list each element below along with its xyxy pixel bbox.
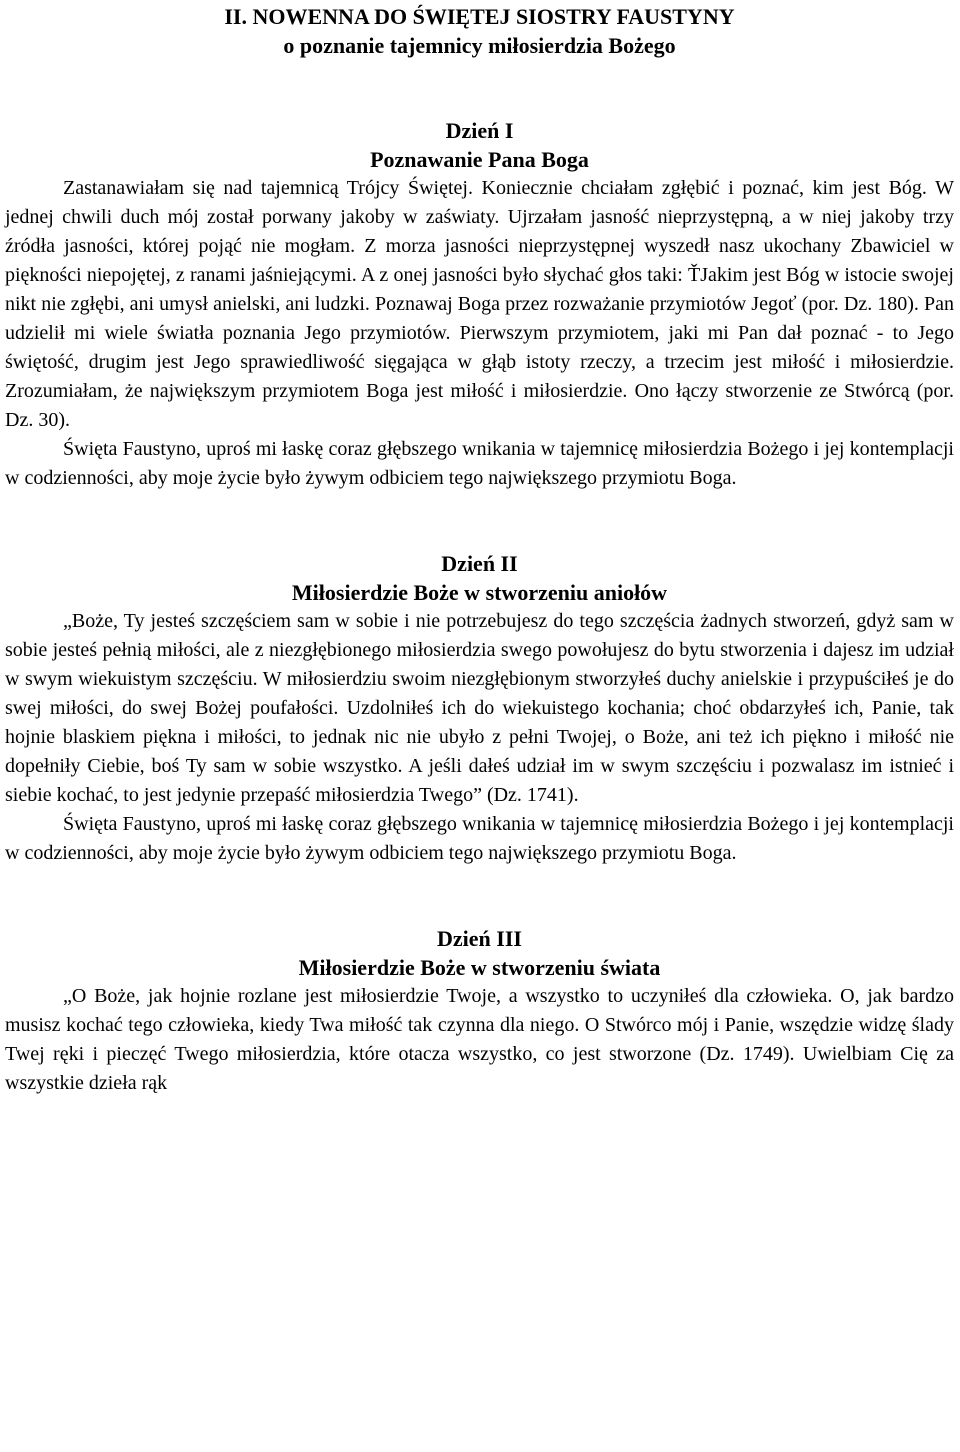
document-title — [5, 0, 954, 60]
day-section-2 — [5, 549, 954, 868]
title-line-2: o poznanie tajemnicy miłosierdzia Bożego — [283, 33, 676, 58]
day-prayer: Święta Faustyno, uproś mi łaskę coraz głębszego wnikania w tajemnicę miłosierdzia Bożego i jej kontemplacji w codzienności, aby moje życie było żywym odbiciem tego największego przymiotu Boga. — [5, 438, 954, 489]
day-label: Dzień II — [441, 551, 518, 576]
day-heading: Poznawanie Pana Boga — [370, 147, 589, 172]
day-heading-block — [5, 549, 954, 607]
day-heading: Miłosierdzie Boże w stworzeniu aniołów — [291, 580, 668, 605]
day-text: „Boże, Ty jesteś szczęściem sam w sobie i nie potrzebujesz do tego szczęścia żadnych stworzeń, gdyż sam w sobie jesteś pełnią miłości, ale z niezgłębionego miłosierdzia swego powołujesz do bytu stworzenia i dajesz im udział w swym wiekuistym szczęściu. W miłosierdziu swoim niezgłębionym stworzyłeś duchy anielskie i przypuściłeś je do swej miłości, do swej Bożej poufałości. Uzdolniłeś ich do wiekuistego kochania; choć obdarzyłeś ich, Panie, tak hojnie blaskiem piękna i miłości, to jednak nic nie ubyło z pełni Twojej, o Boże, ani też ich piękno i miłość nie dopełniły Ciebie, boś Ty sam w sobie wszystko. A jeśli dałeś udział im w swym szczęściu i pozwalasz im istnieć i siebie kochać, to jest jedynie przepaść miłosierdzia Twego” (Dz. 1741). — [5, 610, 954, 806]
day-heading-block — [5, 116, 954, 174]
day-text: „O Boże, jak hojnie rozlane jest miłosierdzie Twoje, a wszystko to uczyniłeś dla człowieka. O, jak bardzo musisz kochać tego człowieka, kiedy Twa miłość tak czynna dla niego. O Stwórco mój i Panie, wszędzie widzę ślady Twej ręki i pieczęć Twego miłosierdzia, które otacza wszystko, co jest stworzone (Dz. 1749). Uwielbiam Cię za wszystkie dzieła rąk — [5, 985, 954, 1094]
day-section-1 — [5, 116, 954, 493]
day-heading: Miłosierdzie Boże w stworzeniu świata — [298, 955, 661, 980]
day-label: Dzień III — [437, 926, 522, 951]
title-line-1: II. NOWENNA DO ŚWIĘTEJ SIOSTRY FAUSTYNY — [224, 4, 735, 29]
day-label: Dzień I — [445, 118, 514, 143]
day-section-3 — [5, 924, 954, 1098]
day-text: Zastanawiałam się nad tajemnicą Trójcy Świętej. Koniecznie chciałam zgłębić i poznać, kim jest Bóg. W jednej chwili duch mój został porwany jakoby w zaświaty. Ujrzałam jasność nieprzystępną, a w niej jakoby trzy źródła jasności, której pojąć nie mogłam. Z morza jasności nieprzystępnej wyszedł nasz ukochany Zbawiciel w piękności niepojętej, z ranami jaśniejącymi. A z onej jasności było słychać głos taki: ŤJakim jest Bóg w istocie swojej nikt nie zgłębi, ani umysł anielski, ani ludzki. Poznawaj Boga przez rozważanie przymiotów Jegoť (por. Dz. 180). Pan udzielił mi wiele światła poznania Jego przymiotów. Pierwszym przymiotem, jaki mi Pan dał poznać - to Jego świętość, drugim jest Jego sprawiedliwość sięgająca w głąb istoty rzeczy, a trzecim jest miłość i miłosierdzie. Zrozumiałam, że największym przymiotem Boga jest miłość i miłosierdzie. Ono łączy stworzenie ze Stwórcą (por. Dz. 30). — [5, 177, 954, 431]
day-prayer: Święta Faustyno, uproś mi łaskę coraz głębszego wnikania w tajemnicę miłosierdzia Bożego i jej kontemplacji w codzienności, aby moje życie było żywym odbiciem tego największego przymiotu Boga. — [5, 813, 954, 864]
day-heading-block — [5, 924, 954, 982]
